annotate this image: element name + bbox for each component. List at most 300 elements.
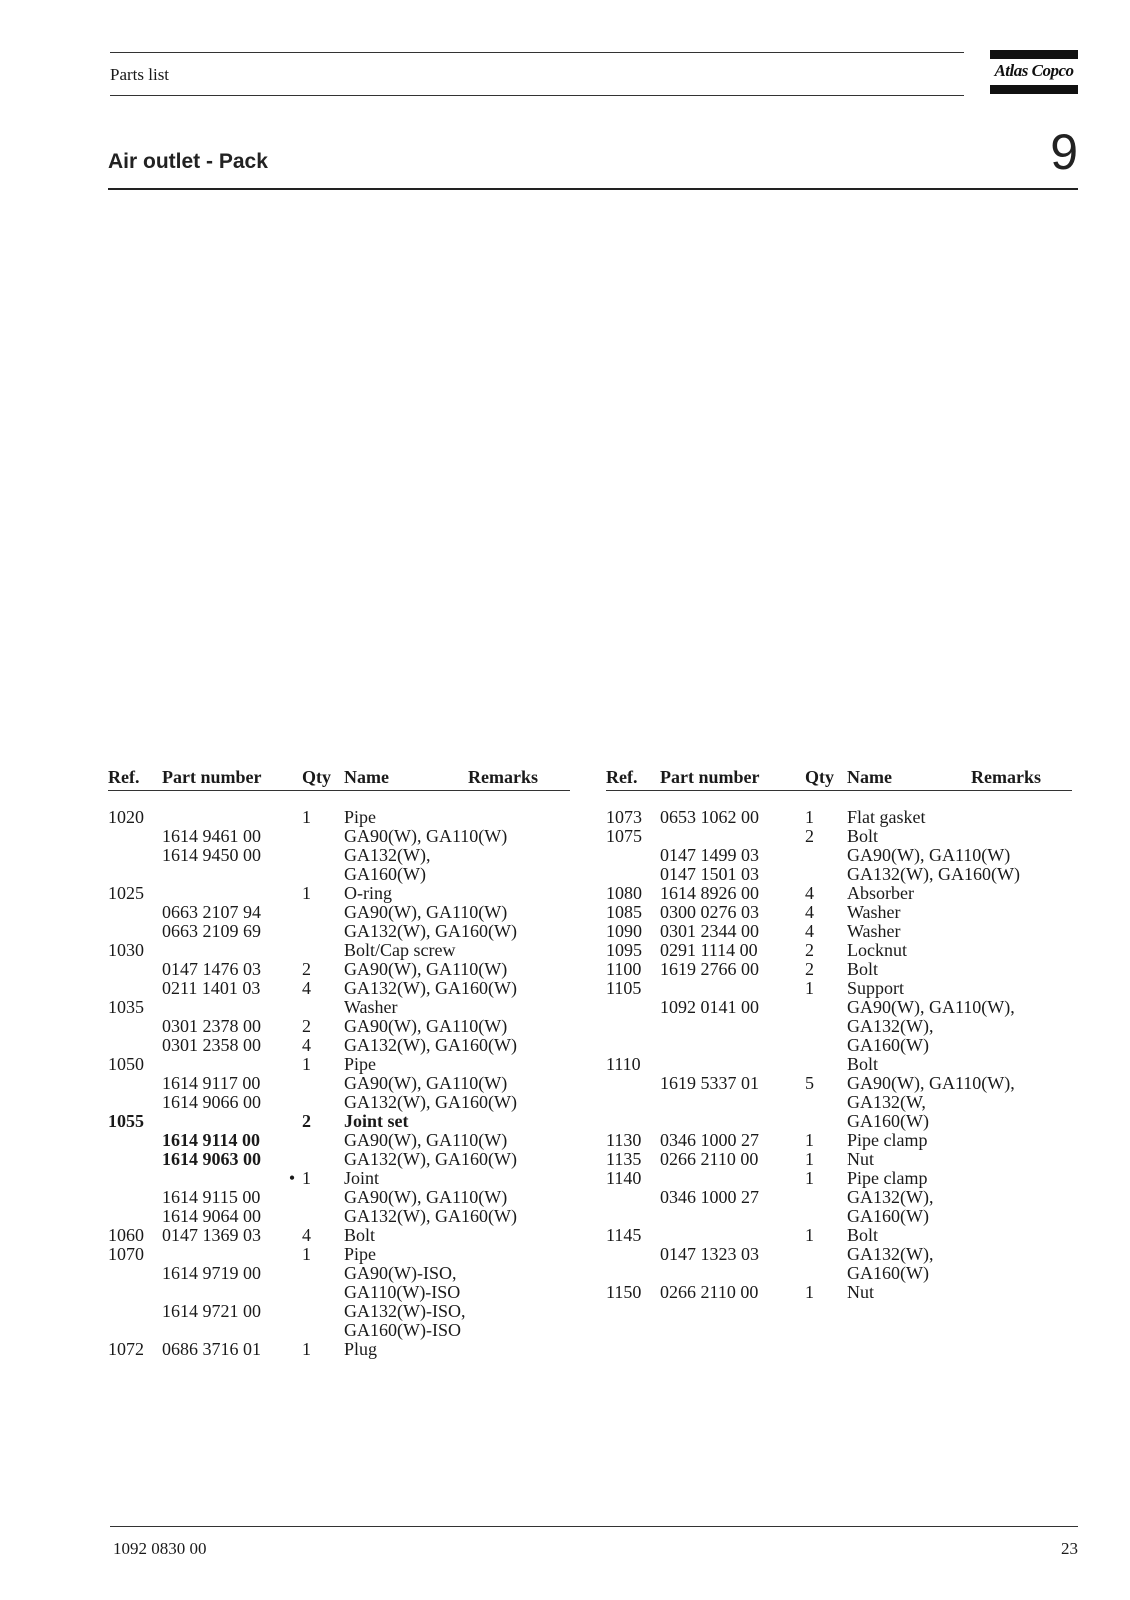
col-header-part-number: Part number (660, 766, 785, 791)
cell-name: Washer (847, 902, 901, 922)
cell-bullet (282, 903, 302, 922)
cell-ref (108, 1036, 162, 1055)
cell-ref (108, 903, 162, 922)
cell-part-number: 0147 1499 03 (660, 845, 759, 865)
cell-ref (606, 865, 660, 884)
cell-name: Locknut (847, 940, 907, 960)
cell-bullet (282, 808, 302, 827)
cell-part-number: 0663 2107 94 (162, 902, 261, 922)
cell-ref: 1035 (108, 997, 144, 1017)
cell-bullet (282, 1055, 302, 1074)
cell-name: GA160(W)-ISO (344, 1320, 461, 1340)
cell-name: GA132(W), GA160(W) (344, 921, 517, 941)
cell-bullet (282, 1112, 302, 1131)
cell-bullet (282, 922, 302, 941)
cell-bullet (785, 1207, 805, 1226)
header-label: Parts list (110, 65, 170, 84)
table-row (606, 1036, 1072, 1055)
cell-part-number: 0346 1000 27 (660, 1130, 759, 1150)
cell-part-number (162, 865, 282, 884)
table-row (108, 1169, 570, 1188)
cell-name: O-ring (344, 883, 392, 903)
cell-name: GA110(W)-ISO (344, 1282, 461, 1302)
table-row (108, 808, 570, 827)
cell-ref: 1100 (606, 959, 642, 979)
cell-bullet (785, 998, 805, 1017)
table-row (606, 808, 1072, 827)
cell-ref (108, 1283, 162, 1302)
cell-ref (606, 1017, 660, 1036)
cell-bullet (785, 1245, 805, 1264)
table-row (108, 884, 570, 903)
cell-bullet (282, 1302, 302, 1321)
cell-ref (108, 1017, 162, 1036)
cell-part-number: 1614 9721 00 (162, 1301, 261, 1321)
cell-name: GA132(W), GA160(W) (344, 1206, 517, 1226)
table-row (108, 960, 570, 979)
cell-qty: 1 (302, 1244, 311, 1264)
col-header-name: Name (344, 766, 468, 791)
table-row (606, 1226, 1072, 1245)
cell-qty (302, 1264, 344, 1283)
cell-bullet (785, 960, 805, 979)
cell-part-number: 1614 9450 00 (162, 845, 261, 865)
cell-bullet: • (288, 1168, 296, 1188)
cell-qty (302, 998, 344, 1017)
cell-ref: 1140 (606, 1168, 642, 1188)
cell-qty (302, 1188, 344, 1207)
cell-part-number: 0346 1000 27 (660, 1187, 759, 1207)
col-header-name: Name (847, 766, 971, 791)
col-header-qty: Qty (805, 766, 847, 791)
cell-part-number (660, 1112, 785, 1131)
cell-qty: 1 (302, 807, 311, 827)
cell-qty: 1 (805, 807, 814, 827)
table-row (606, 1188, 1072, 1207)
header-top-rule (110, 52, 964, 53)
cell-qty (805, 1112, 847, 1131)
table-row (108, 1245, 570, 1264)
table-row (606, 922, 1072, 941)
cell-qty (302, 1207, 344, 1226)
cell-qty (302, 1283, 344, 1302)
cell-qty: 4 (302, 1225, 311, 1245)
cell-qty (302, 1150, 344, 1169)
cell-qty: 2 (302, 1111, 311, 1131)
cell-ref (606, 1036, 660, 1055)
cell-name: GA132(W), (847, 1187, 934, 1207)
cell-ref (606, 1074, 660, 1093)
table-spacer-row (108, 791, 570, 809)
table-row (606, 903, 1072, 922)
cell-qty (302, 1131, 344, 1150)
cell-name: GA160(W) (847, 1111, 929, 1131)
table-row (108, 1036, 570, 1055)
cell-ref: 1055 (108, 1111, 144, 1131)
cell-ref (108, 1302, 162, 1321)
table-row (108, 1321, 570, 1340)
cell-qty: 2 (302, 1016, 311, 1036)
cell-ref (108, 1188, 162, 1207)
cell-name: GA90(W), GA110(W), (847, 1073, 1015, 1093)
table-row (108, 1112, 570, 1131)
cell-part-number: 0147 1369 03 (162, 1225, 261, 1245)
cell-ref (108, 1093, 162, 1112)
cell-bullet (282, 1207, 302, 1226)
table-row (108, 827, 570, 846)
col-header-part-number: Part number (162, 766, 282, 791)
table-row (108, 903, 570, 922)
cell-qty: 4 (805, 921, 814, 941)
cell-ref: 1075 (606, 826, 642, 846)
table-header-row (606, 766, 1072, 791)
cell-qty (302, 1321, 344, 1340)
cell-name: GA132(W), GA160(W) (344, 978, 517, 998)
cell-part-number (660, 1264, 785, 1283)
col-header-bullet (282, 766, 302, 791)
cell-part-number: 1614 9117 00 (162, 1073, 261, 1093)
cell-part-number (660, 1017, 785, 1036)
cell-ref (108, 922, 162, 941)
cell-ref: 1020 (108, 807, 144, 827)
cell-qty (302, 1074, 344, 1093)
cell-ref (108, 827, 162, 846)
cell-bullet (785, 846, 805, 865)
table-row (606, 941, 1072, 960)
cell-name: GA90(W), GA110(W) (344, 826, 508, 846)
cell-bullet (785, 1074, 805, 1093)
cell-ref (108, 979, 162, 998)
col-header-remarks: Remarks (971, 766, 1072, 791)
cell-name: Plug (344, 1339, 378, 1359)
cell-part-number (162, 1245, 282, 1264)
cell-ref: 1130 (606, 1130, 642, 1150)
table-row (108, 1340, 570, 1359)
cell-qty (805, 1245, 847, 1264)
cell-name: Pipe (344, 807, 377, 827)
cell-qty: 2 (805, 826, 814, 846)
cell-name: Washer (344, 997, 398, 1017)
cell-part-number: 0663 2109 69 (162, 921, 261, 941)
col-header-ref: Ref. (606, 766, 660, 791)
cell-name: Bolt (344, 1225, 376, 1245)
cell-name: GA90(W), GA110(W) (344, 1187, 508, 1207)
cell-ref: 1090 (606, 921, 642, 941)
cell-qty: 5 (805, 1073, 814, 1093)
cell-ref (108, 1207, 162, 1226)
cell-ref: 1070 (108, 1244, 144, 1264)
cell-bullet (282, 1226, 302, 1245)
cell-bullet (282, 1093, 302, 1112)
table-row (606, 1112, 1072, 1131)
cell-bullet (785, 1226, 805, 1245)
cell-qty: 2 (805, 959, 814, 979)
cell-qty (805, 865, 847, 884)
cell-name: Joint (344, 1168, 380, 1188)
cell-part-number: 0653 1062 00 (660, 807, 759, 827)
table-row (606, 1074, 1072, 1093)
cell-qty: 1 (805, 1282, 814, 1302)
logo-bar-bottom (990, 85, 1078, 94)
cell-qty (805, 1093, 847, 1112)
cell-name: GA132(W)-ISO, (344, 1301, 466, 1321)
cell-ref (606, 1207, 660, 1226)
cell-bullet (282, 1017, 302, 1036)
table-row (108, 1150, 570, 1169)
cell-bullet (785, 1264, 805, 1283)
cell-ref (108, 1074, 162, 1093)
cell-bullet (282, 1131, 302, 1150)
cell-qty: 2 (302, 959, 311, 979)
cell-part-number: 0147 1323 03 (660, 1244, 759, 1264)
cell-name: Bolt (847, 959, 879, 979)
cell-bullet (785, 808, 805, 827)
cell-part-number: 0686 3716 01 (162, 1339, 261, 1359)
table-row (606, 998, 1072, 1017)
table-row (606, 1245, 1072, 1264)
table-row (108, 979, 570, 998)
cell-part-number (660, 1169, 785, 1188)
cell-name: GA90(W), GA110(W) (344, 1016, 508, 1036)
cell-ref (108, 1264, 162, 1283)
cell-bullet (785, 865, 805, 884)
cell-qty (805, 1207, 847, 1226)
cell-ref (606, 846, 660, 865)
cell-name: GA132(W, (847, 1092, 926, 1112)
table-spacer-row (606, 791, 1072, 809)
cell-qty (805, 998, 847, 1017)
cell-qty: 1 (805, 1149, 814, 1169)
cell-part-number: 1614 9063 00 (162, 1149, 261, 1169)
cell-name: GA90(W), GA110(W) (344, 959, 508, 979)
cell-part-number (162, 808, 282, 827)
cell-part-number (660, 1207, 785, 1226)
table-row (108, 1017, 570, 1036)
cell-part-number (660, 979, 785, 998)
cell-qty (805, 846, 847, 865)
cell-part-number: 1614 8926 00 (660, 883, 759, 903)
cell-ref: 1072 (108, 1339, 144, 1359)
title-rule (108, 188, 1078, 190)
cell-name: GA90(W), GA110(W) (344, 1130, 508, 1150)
cell-ref: 1095 (606, 940, 642, 960)
col-header-remarks: Remarks (468, 766, 570, 791)
logo-text: Atlas Copco (994, 61, 1074, 80)
cell-bullet (282, 865, 302, 884)
cell-qty: 1 (302, 883, 311, 903)
cell-bullet (785, 922, 805, 941)
cell-bullet (282, 1321, 302, 1340)
cell-qty (805, 1036, 847, 1055)
cell-name: Joint set (344, 1111, 409, 1131)
table-row (606, 1017, 1072, 1036)
cell-part-number (660, 1055, 785, 1074)
table-row (606, 884, 1072, 903)
cell-name: Absorber (847, 883, 914, 903)
logo-bar-top (990, 50, 1078, 59)
cell-name: Washer (847, 921, 901, 941)
cell-ref (606, 1112, 660, 1131)
cell-bullet (282, 1283, 302, 1302)
cell-part-number: 0301 2378 00 (162, 1016, 261, 1036)
cell-qty: 4 (302, 1035, 311, 1055)
cell-qty: 4 (805, 902, 814, 922)
cell-name: GA132(W), (344, 845, 431, 865)
cell-bullet (785, 1093, 805, 1112)
cell-ref: 1110 (606, 1054, 641, 1074)
cell-part-number: 0266 2110 00 (660, 1282, 759, 1302)
cell-part-number: 0291 1114 00 (660, 940, 758, 960)
cell-name: GA160(W) (344, 864, 426, 884)
cell-bullet (282, 941, 302, 960)
cell-bullet (785, 827, 805, 846)
cell-name: GA132(W), GA160(W) (344, 1035, 517, 1055)
cell-bullet (785, 1188, 805, 1207)
cell-bullet (282, 1150, 302, 1169)
cell-qty (302, 1093, 344, 1112)
table-row (606, 1093, 1072, 1112)
cell-qty (302, 1302, 344, 1321)
cell-part-number (162, 1112, 282, 1131)
cell-qty (302, 903, 344, 922)
header-bottom-rule (110, 95, 964, 96)
table-row (108, 1131, 570, 1150)
parts-table-right (606, 766, 1072, 1302)
cell-bullet (785, 1055, 805, 1074)
cell-name: GA90(W), GA110(W), (847, 997, 1015, 1017)
cell-bullet (785, 1036, 805, 1055)
cell-part-number: 0301 2344 00 (660, 921, 759, 941)
cell-ref (108, 1150, 162, 1169)
table-row (606, 960, 1072, 979)
cell-qty: 1 (302, 1054, 311, 1074)
table-row (606, 846, 1072, 865)
cell-ref: 1030 (108, 940, 144, 960)
table-row (108, 1207, 570, 1226)
cell-bullet (785, 884, 805, 903)
cell-ref (606, 1245, 660, 1264)
table-row (606, 865, 1072, 884)
cell-qty (805, 1017, 847, 1036)
cell-name: Bolt (847, 1054, 879, 1074)
table-row (108, 1074, 570, 1093)
page-title: Air outlet - Pack (108, 150, 268, 173)
footer-doc-number: 1092 0830 00 (113, 1539, 207, 1558)
cell-part-number: 1614 9114 00 (162, 1130, 261, 1150)
cell-part-number: 0147 1476 03 (162, 959, 261, 979)
cell-part-number: 0266 2110 00 (660, 1149, 759, 1169)
cell-bullet (785, 1131, 805, 1150)
cell-ref: 1105 (606, 978, 642, 998)
cell-part-number (162, 941, 282, 960)
cell-name: Pipe clamp (847, 1168, 928, 1188)
cell-part-number (162, 998, 282, 1017)
table-row (108, 941, 570, 960)
cell-qty (302, 865, 344, 884)
cell-name: Pipe (344, 1244, 377, 1264)
table-row (108, 1226, 570, 1245)
cell-part-number: 1614 9461 00 (162, 826, 261, 846)
cell-name: GA90(W), GA110(W) (847, 845, 1011, 865)
atlas-copco-logo (990, 50, 1078, 94)
cell-qty: 1 (805, 1168, 814, 1188)
cell-ref (108, 1169, 162, 1188)
cell-name: GA90(W), GA110(W) (344, 1073, 508, 1093)
cell-name: Nut (847, 1149, 874, 1169)
cell-ref (108, 1321, 162, 1340)
footer-page-number: 23 (1061, 1539, 1078, 1558)
cell-qty: 1 (302, 1168, 311, 1188)
col-header-qty: Qty (302, 766, 344, 791)
cell-bullet (785, 941, 805, 960)
cell-qty (302, 827, 344, 846)
cell-bullet (785, 1283, 805, 1302)
cell-name: GA132(W), (847, 1244, 934, 1264)
table-row (108, 846, 570, 865)
table-row (108, 865, 570, 884)
cell-ref: 1073 (606, 807, 642, 827)
cell-bullet (785, 903, 805, 922)
table-row (606, 827, 1072, 846)
cell-bullet (282, 979, 302, 998)
col-header-ref: Ref. (108, 766, 162, 791)
cell-ref: 1085 (606, 902, 642, 922)
cell-ref (606, 1093, 660, 1112)
table-row (606, 1207, 1072, 1226)
cell-bullet (282, 827, 302, 846)
cell-name: GA90(W), GA110(W) (344, 902, 508, 922)
cell-part-number: 1614 9064 00 (162, 1206, 261, 1226)
cell-bullet (282, 884, 302, 903)
cell-qty (302, 922, 344, 941)
table-row (108, 1055, 570, 1074)
cell-bullet (282, 1074, 302, 1093)
cell-qty: 1 (805, 1130, 814, 1150)
cell-name: Bolt (847, 826, 879, 846)
cell-part-number (660, 1093, 785, 1112)
cell-part-number (162, 884, 282, 903)
cell-name: Bolt (847, 1225, 879, 1245)
cell-part-number (660, 1226, 785, 1245)
cell-name: GA160(W) (847, 1263, 929, 1283)
cell-name: GA90(W)-ISO, (344, 1263, 457, 1283)
cell-part-number (162, 1283, 282, 1302)
cell-part-number (660, 827, 785, 846)
cell-part-number: 0147 1501 03 (660, 864, 759, 884)
parts-table-left (108, 766, 570, 1359)
cell-ref (606, 1264, 660, 1283)
cell-part-number (162, 1055, 282, 1074)
cell-ref: 1135 (606, 1149, 642, 1169)
cell-qty: 4 (805, 883, 814, 903)
table-header-row (108, 766, 570, 791)
cell-bullet (785, 1169, 805, 1188)
cell-name: GA132(W), GA160(W) (847, 864, 1020, 884)
cell-bullet (785, 1150, 805, 1169)
cell-qty (805, 1188, 847, 1207)
cell-qty (302, 941, 344, 960)
cell-part-number (162, 1169, 282, 1188)
cell-ref (108, 960, 162, 979)
cell-ref: 1080 (606, 883, 642, 903)
cell-bullet (785, 1017, 805, 1036)
cell-ref (606, 1188, 660, 1207)
cell-name: Support (847, 978, 905, 998)
cell-part-number (162, 1321, 282, 1340)
cell-bullet (785, 1112, 805, 1131)
table-row (606, 1264, 1072, 1283)
cell-name: GA160(W) (847, 1035, 929, 1055)
